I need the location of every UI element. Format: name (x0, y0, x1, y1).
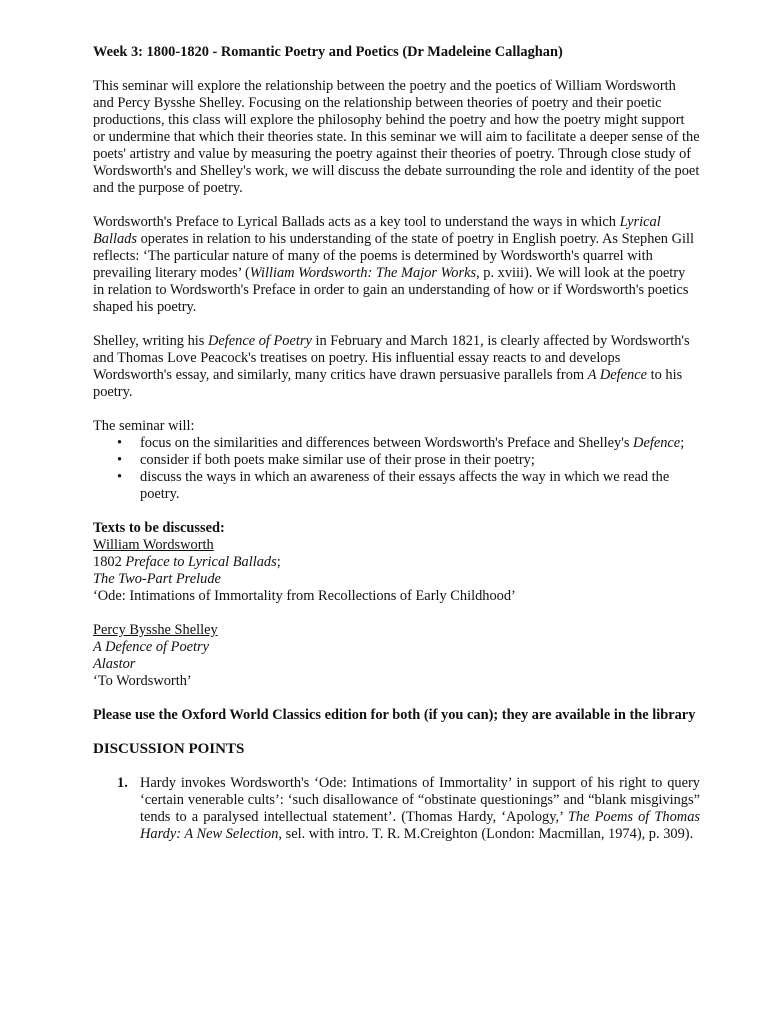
item-1-text-a: Hardy invokes Wordsworth's ‘Ode: Intimations of Immortality’ in support of his right to query ‘certain venerable cults’: ‘such disallowance of “obstinate questionings” and “blank misgivings” tends to a paralysed intellectual statement’. (Thomas Hardy, ‘Apology,’ (140, 775, 700, 825)
list-item (93, 469, 700, 503)
a-defence-title: A Defence (587, 367, 647, 383)
list-item (93, 452, 700, 469)
preface-text-c: operates in relation to his understanding of the state of poetry in English poetry. As Stephen Gill reflects: ‘The particular nature of many of the poems is determined by Wordsworth's quarrel with prevailing literary modes’ ( (93, 231, 694, 281)
item-1-text-c: , sel. with intro. T. R. M.Creighton (London: Macmillan, 1974), p. 309). (278, 826, 694, 842)
item-number: 1. (117, 775, 128, 791)
shelley-text-3: ‘To Wordsworth’ (93, 673, 192, 689)
shelley-text-1: A Defence of Poetry (93, 639, 210, 655)
preface-text-a: Wordsworth's Preface to Lyrical Ballads acts as a key tool to understand the ways in which (93, 214, 620, 230)
hardy-book-title: The Poems of Thomas Hardy: A New Selection (140, 809, 700, 842)
seminar-bullet-list (93, 435, 700, 503)
texts-heading: Texts to be discussed: (93, 520, 225, 536)
wordsworth-text-2: The Two-Part Prelude (93, 571, 221, 587)
preface-semicolon: ; (276, 554, 281, 570)
shelley-text-c: in February and March 1821, is clearly affected by Wordsworth's and Thomas Love Peacock's treatises on poetry. His influential essay reacts to and develops Wordsworth's essay, and similarly, many critics have drawn persuasive parallels from (93, 333, 690, 383)
intro-paragraph: This seminar will explore the relationship between the poetry and the poetics of William Wordsworth and Percy Bysshe Shelley. Focusing on the relationship between theories of poetry and their poetic productions, this class will explore the philosophy behind the poetry and how the poetry might support or undermine that which their theories state. In this seminar we will aim to facilitate a deeper sense of the poets' artistry and value by measuring the poetry against their theories of poetry. Through close study of Wordsworth's and Shelley's work, we will discuss the debate surrounding the role and identity of the poet and the purpose of poetry. (93, 78, 700, 196)
shelley-author: Percy Bysshe Shelley (93, 622, 218, 638)
bullet-icon: • (117, 452, 123, 468)
page-title: Week 3: 1800-1820 - Romantic Poetry and Poetics (Dr Madeleine Callaghan) (93, 44, 563, 60)
preface-year: 1802 (93, 554, 126, 570)
bullet-1-defence: Defence (633, 435, 681, 451)
lyrical-ballads-title: Lyrical Ballads (93, 214, 661, 247)
shelley-text-e: to his poetry. (93, 367, 683, 400)
shelley-paragraph (93, 333, 700, 401)
wordsworth-text-1 (93, 554, 700, 571)
bullet-icon: • (117, 435, 123, 451)
list-item (93, 435, 700, 452)
seminar-will-label: The seminar will: (93, 418, 195, 434)
preface-text-e: , p. xviii). We will look at the poetry in relation to Wordsworth's Preface in order to gain an understanding of how or if Wordsworth's poetics shaped his poetry. (93, 265, 689, 315)
preface-title: Preface to Lyrical Ballads (125, 554, 277, 570)
bullet-1-text-c: ; (680, 435, 685, 451)
preface-paragraph (93, 214, 700, 316)
major-works-title: William Wordsworth: The Major Works (249, 265, 477, 281)
wordsworth-author: William Wordsworth (93, 537, 214, 553)
bullet-2-text: consider if both poets make similar use of their prose in their poetry; (140, 452, 535, 468)
bullet-icon: • (117, 469, 123, 485)
defence-of-poetry-title: Defence of Poetry (207, 333, 312, 349)
shelley-text-2: Alastor (93, 656, 136, 672)
edition-notice: Please use the Oxford World Classics edition for both (if you can); they are available in the library (93, 707, 696, 723)
wordsworth-text-3: ‘Ode: Intimations of Immortality from Recollections of Early Childhood’ (93, 588, 516, 604)
shelley-text-a: Shelley, writing his (93, 333, 208, 349)
bullet-3-text: discuss the ways in which an awareness of their essays affects the way in which we read the poetry. (140, 469, 670, 502)
discussion-list (93, 775, 700, 843)
discussion-heading: DISCUSSION POINTS (93, 741, 245, 757)
bullet-1-text-a: focus on the similarities and differences between Wordsworth's Preface and Shelley's (140, 435, 634, 451)
list-item (93, 775, 700, 843)
